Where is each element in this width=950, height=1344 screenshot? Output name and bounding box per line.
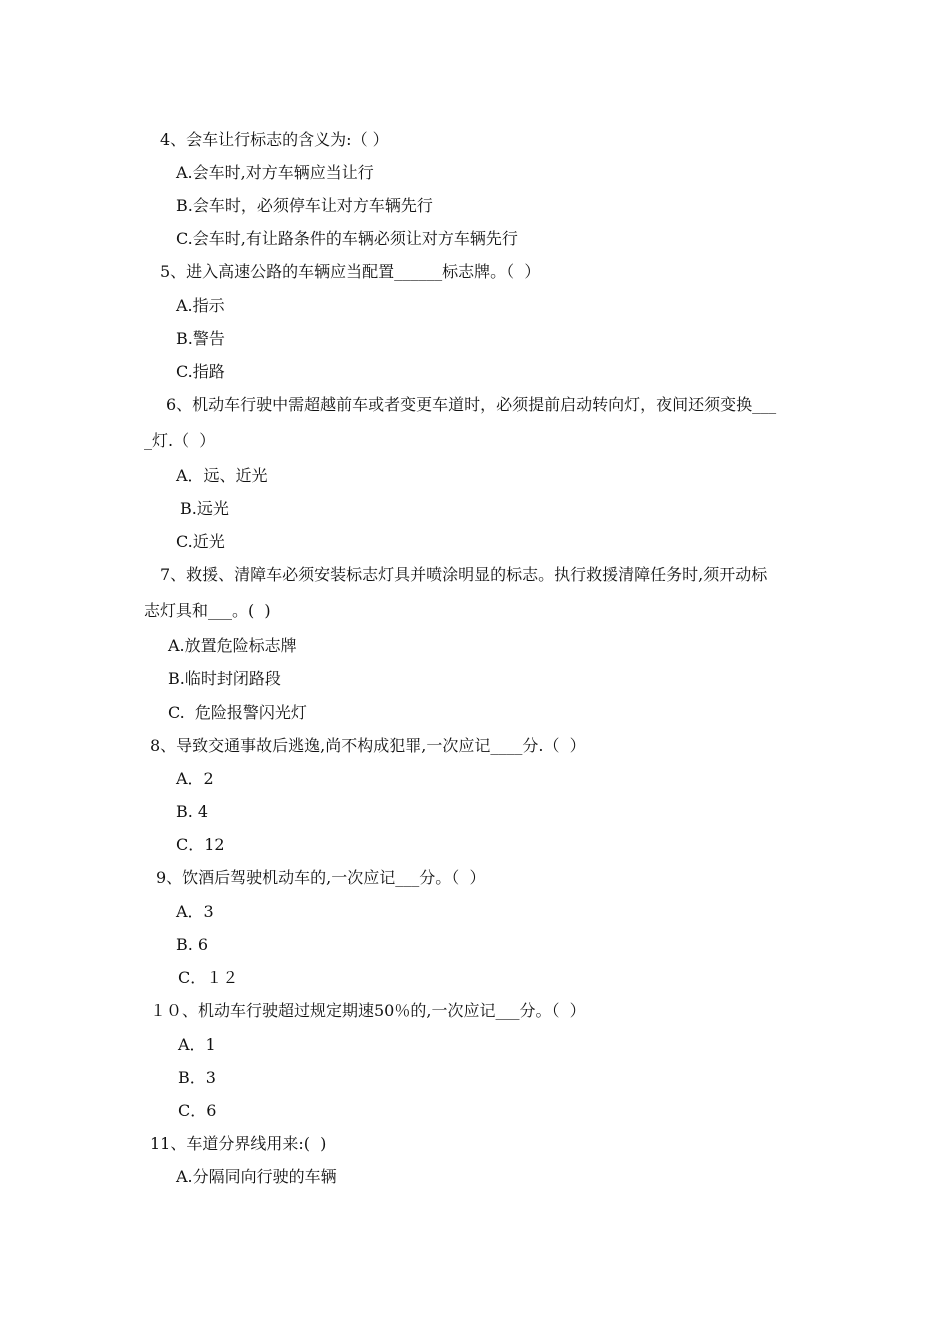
question-5-stem: 5、进入高速公路的车辆应当配置______标志牌。（ ） (160, 262, 541, 281)
question-9-option-c: C．１２ (178, 968, 239, 987)
question-7-option-b: B.临时封闭路段 (168, 669, 281, 688)
question-9-stem: 9、饮酒后驾驶机动车的,一次应记___分。（ ） (156, 868, 486, 887)
question-4-option-c: C.会车时,有让路条件的车辆必须让对方车辆先行 (176, 229, 518, 248)
question-6-option-b: B.远光 (180, 499, 229, 518)
question-6-stem-line-2: _灯.（ ） (144, 431, 216, 450)
question-10-option-c: C．6 (178, 1101, 217, 1120)
question-6-option-a: A．远、近光 (176, 466, 268, 485)
question-10-option-b: B．3 (178, 1068, 216, 1087)
question-9-option-a: A．3 (176, 902, 214, 921)
question-10-stem: １０、机动车行驶超过规定期速50％的,一次应记___分。（ ） (150, 1001, 586, 1020)
question-4-stem: 4、会车让行标志的含义为:（ ） (160, 130, 389, 149)
question-4-option-b: B.会车时，必须停车让对方车辆先行 (176, 196, 433, 215)
question-5-option-b: B.警告 (176, 329, 225, 348)
question-8-option-a: A．2 (176, 769, 214, 788)
question-11-stem: 11、车道分界线用来:( ) (150, 1134, 327, 1153)
question-6-option-c: C.近光 (176, 532, 225, 551)
question-4-option-a: A.会车时,对方车辆应当让行 (176, 163, 374, 182)
question-7-option-c: C. 危险报警闪光灯 (168, 703, 307, 722)
question-7-stem-line-2: 志灯具和___。( ) (144, 601, 271, 620)
question-5-option-c: C.指路 (176, 362, 225, 381)
question-10-option-a: A．1 (178, 1035, 216, 1054)
question-8-option-b: B. 4 (176, 802, 209, 821)
question-6-stem-line-1: 6、机动车行驶中需超越前车或者变更车道时，必须提前启动转向灯，夜间还须变换___ (166, 395, 777, 414)
question-9-option-b: B. 6 (176, 935, 209, 954)
question-5-option-a: A.指示 (176, 296, 225, 315)
question-7-stem-line-1: 7、救援、清障车必须安装标志灯具并喷涂明显的标志。执行救援清障任务时,须开动标 (160, 565, 768, 584)
question-8-option-c: C．12 (176, 835, 225, 854)
question-11-option-a: A.分隔同向行驶的车辆 (176, 1167, 337, 1186)
question-8-stem: 8、导致交通事故后逃逸,尚不构成犯罪,一次应记____分.（ ） (150, 736, 586, 755)
question-7-option-a: A.放置危险标志牌 (168, 636, 297, 655)
